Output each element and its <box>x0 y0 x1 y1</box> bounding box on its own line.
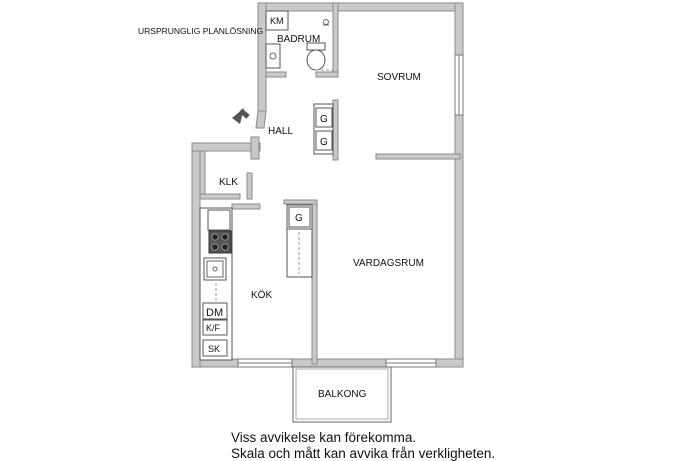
wardrobe-g3-label: G <box>295 213 303 224</box>
windows <box>238 55 463 367</box>
kitchen-fixtures <box>200 208 232 360</box>
stove-icon <box>209 231 231 253</box>
wardrobes <box>287 104 333 277</box>
wardrobe-g1-label: G <box>320 114 328 125</box>
room-label-hall: HALL <box>268 126 294 137</box>
entrance-arrow-icon <box>232 108 250 124</box>
km-label: KM <box>270 16 284 26</box>
dm-label: DM <box>206 307 224 319</box>
room-label-balkong: BALKONG <box>318 389 367 400</box>
room-label-vardagsrum: VARDAGSRUM <box>353 258 424 269</box>
wardrobe-g2-label: G <box>320 137 328 148</box>
sk-label: SK <box>208 344 221 354</box>
disclaimer-line-2: Skala och mått kan avvika från verkligheten. <box>231 446 496 461</box>
plan-title: URSPRUNGLIG PLANLÖSNING <box>138 26 264 36</box>
room-label-kok: KÖK <box>251 290 273 301</box>
room-label-sovrum: SOVRUM <box>377 72 421 83</box>
disclaimer-line-1: Viss avvikelse kan förekomma. <box>231 430 417 445</box>
kf-label: K/F <box>206 323 221 333</box>
interior-walls <box>200 3 460 364</box>
room-label-badrum: BADRUM <box>277 34 321 45</box>
room-label-klk: KLK <box>219 177 238 188</box>
